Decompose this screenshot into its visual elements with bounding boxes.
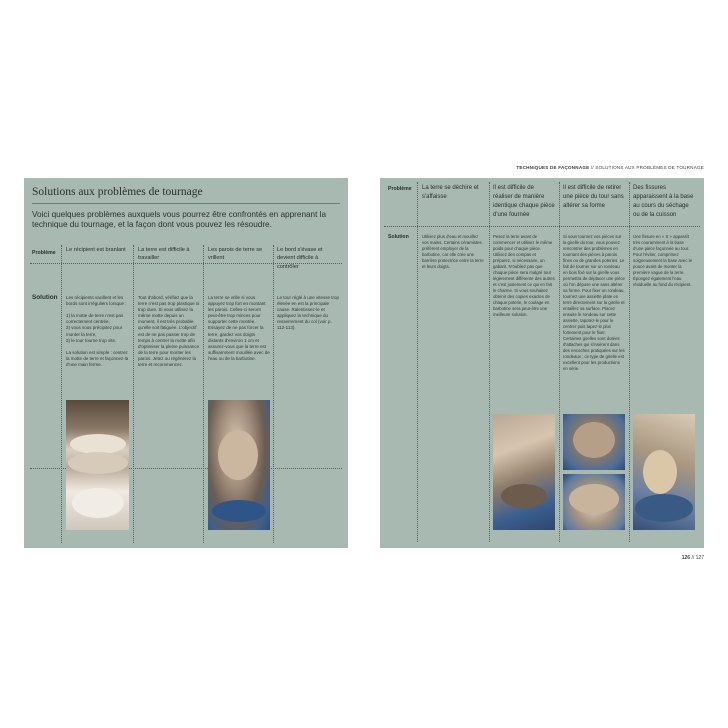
stacked-bowls-photo bbox=[66, 400, 129, 530]
compressing-base-photo bbox=[633, 414, 695, 530]
running-head-separator: // bbox=[590, 165, 594, 170]
table-row-rule bbox=[384, 226, 700, 227]
page-title: Solutions aux problèmes de tournage bbox=[32, 186, 203, 198]
solution-text: Le tour réglé à une vitesse trop élevée en est la principale cause. Ralentissez-le et appliquez la technique du resserrement du col (voir p. 112-113). bbox=[277, 295, 340, 331]
running-head-chapter: SOLUTIONS AUX PROBLÈMES DE TOURNAGE bbox=[595, 165, 704, 170]
column-divider bbox=[489, 182, 490, 542]
problem-header: Le bord s'évase et devient difficile à contrôler bbox=[277, 247, 323, 270]
bat-centering-photo bbox=[563, 414, 625, 470]
column-divider bbox=[133, 245, 134, 543]
column-divider bbox=[273, 245, 274, 543]
solution-text: La terre se vrille si vous appuyez trop fort en montant les parois. Celles-ci seront peut-être trop minces pour supporter cette montée. Essayez de ne pas forcer la terre, gardez vos doigts distants d'environ 1 cm et assurez-vous que la terre est suffisamment mouillée avec de l'eau ou de la barbotine. bbox=[208, 295, 270, 361]
column-divider bbox=[61, 245, 62, 543]
wire-cutting-photo bbox=[493, 414, 555, 530]
row-label-problem: Problème bbox=[388, 186, 412, 192]
solution-text: Si vous tournez vos pièces sur la girelle du tour, vous pouvez rencontrer des problèmes en tournant des pièces à parois fines ou de grandes poteries. Le fait de tourner sur un rondeau en bois fixé sur la girelle vous permettra de déplacer une pièce où l'on dépose une sans altérer sa forme. Pour fixer un rondeau, tournez une assiette plate en terre directement sur la girelle et entaillez sa surface. Placez ensuite le rondeau sur cette assiette, tapotez-le pour le centrer puis tapez-le plus fortement pour le fixer. Certaines girelles sont dotées d'attaches qui s'insèrent dans des encoches pratiquées sur les rondeaux ; ce type de girelle est excellent pour les productions en série. bbox=[563, 234, 625, 371]
solution-text: Pesez la terre avant de commencer et utilisez le même poids pour chaque pièce. Utilisez des compas et préparez, si nécessaire, un gabarit. N'oubliez pas que chaque pièce sera malgré tout légèrement différente des autres et c'est justement ce qui en fait le charme. Si vous souhaitez obtenir des copies exactes de chaque poterie, le coulage en barbotine sera peut-être une meilleure solution. bbox=[493, 234, 555, 317]
column-divider bbox=[203, 245, 204, 543]
folio-left: 126 bbox=[681, 555, 691, 561]
column-divider bbox=[559, 182, 560, 542]
column-divider bbox=[629, 182, 630, 542]
folio-right: 127 bbox=[695, 555, 704, 561]
problem-header: Le récipient est branlant bbox=[66, 247, 126, 253]
problem-header: La terre est difficile à travailler bbox=[138, 247, 190, 262]
folio-separator: // bbox=[691, 555, 695, 561]
solution-text: Une fissure en « S » apparaît très couramment à la base d'une pièce façonnée au tour. Pour l'éviter, comprimez soigneusement la base avec le pouce avant de monter la première vague de la terre. Épongez également l'eau résiduelle au fond du récipient. bbox=[633, 234, 693, 287]
solution-text: Tout d'abord, vérifiez que la terre n'est pas trop plastique ni trop dure. Si vous utilisez la même motte depuis un moment, il est très probable qu'elle soit fatiguée. L'objectif est de ne pas passer trop de temps à centrer la motte afin d'optimiser la pleine puissance de la terre pour monter les parois. Jetez ou régénérez la terre et recommencez. bbox=[138, 295, 200, 368]
row-label-solution: Solution bbox=[32, 294, 58, 301]
running-head bbox=[516, 165, 704, 170]
solution-text: Utilisez plus d'eau et mouillez vos mains. Certains céramistes préfèrent employer de la barbotine, car elle crée une barrière protectrice entre la terre et leurs doigts. bbox=[422, 234, 484, 269]
running-head-section: TECHNIQUES DE FAÇONNAGE bbox=[516, 165, 590, 170]
page-numbers bbox=[682, 555, 704, 561]
solution-text: Les récipients vacillent et les bords sont irréguliers lorsque : 1) la motte de terre n'est pas correctement centrée, 2) vous vous précipitez pour monter la terre, 3) le tour tourne trop vite. La solution est simple : centrez la motte de terre et façonnez-la d'une main ferme. bbox=[66, 295, 129, 368]
row-label-solution: Solution bbox=[388, 234, 409, 240]
problem-header: La terre se déchire et s'affaisse bbox=[422, 185, 479, 200]
problem-header: Il est difficile de réaliser de manière identique chaque pièce d'une fournée bbox=[493, 185, 555, 218]
problem-header: Des fissures apparaissent à la base au cours du séchage ou de la cuisson bbox=[633, 185, 694, 218]
bat-removal-photo bbox=[563, 474, 625, 530]
row-label-problem: Problème bbox=[32, 250, 56, 256]
right-page bbox=[380, 178, 704, 548]
left-page bbox=[24, 178, 348, 548]
title-divider bbox=[32, 203, 340, 204]
column-divider bbox=[417, 182, 418, 542]
intro-text: Voici quelques problèmes auxquels vous pourrez être confrontés en apprenant la technique du tournage, et la façon dont vous pouvez les résoudre. bbox=[32, 210, 327, 230]
throwing-hands-photo bbox=[208, 400, 270, 530]
problem-header: Les parois de terre se vrillent bbox=[208, 247, 263, 262]
problem-header: Il est difficile de retirer une pièce du tour sans altérer sa forme bbox=[563, 185, 624, 209]
